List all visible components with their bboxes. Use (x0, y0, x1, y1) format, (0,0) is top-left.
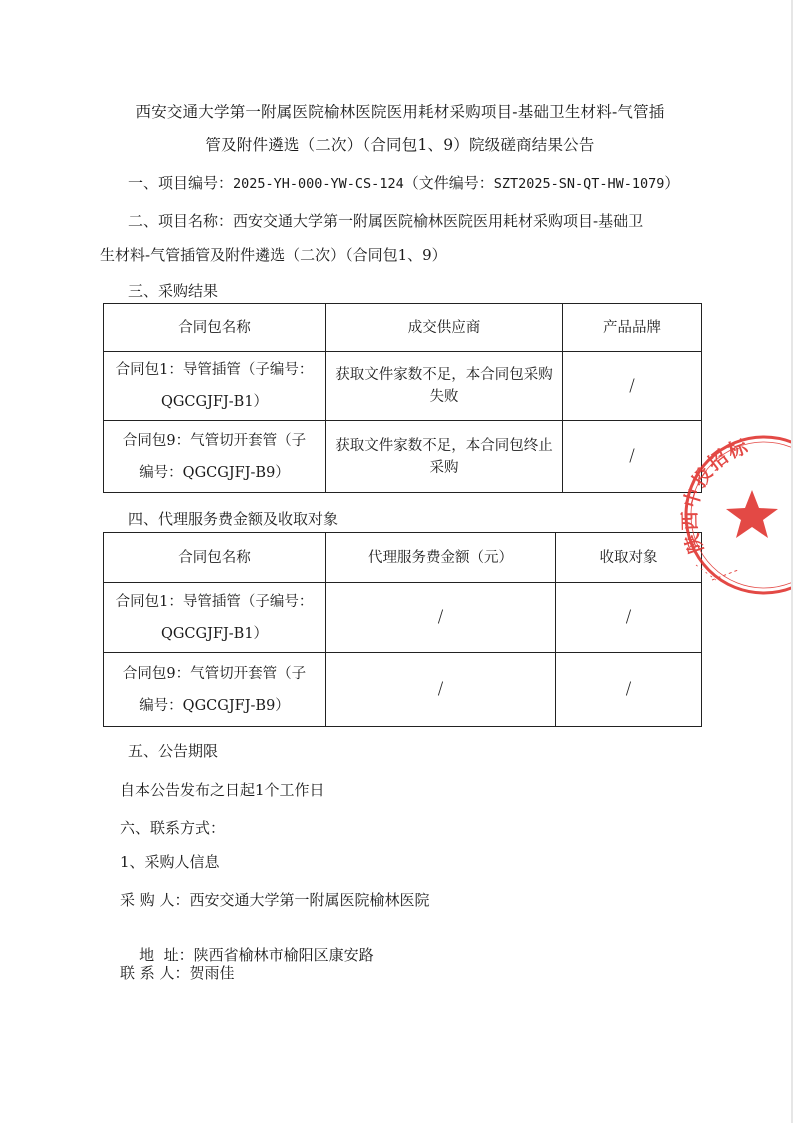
seal-star-icon (726, 490, 778, 538)
table-header-row (104, 533, 702, 583)
table-row (104, 583, 702, 653)
package-name-cell (104, 421, 326, 493)
title-line-1: 西安交通大学第一附属医院榆林医院医用耗材采购项目-基础卫生材料-气管插 (135, 103, 665, 121)
table-row (104, 352, 702, 421)
project-name-line-1: 二、项目名称：西安交通大学第一附属医院榆林医院医用耗材采购项目-基础卫 (128, 212, 644, 230)
header-supplier: 成交供应商 (326, 304, 563, 352)
package-name-line-2: QGCGJFJ-B1） (160, 625, 269, 642)
brand-value: / (629, 375, 635, 396)
project-number-label: 一、项目编号： (128, 174, 234, 192)
procurement-result-table (103, 303, 702, 493)
package-name-cell (104, 352, 326, 421)
address-value: 陕西省榆林市榆阳区康安路 (193, 946, 374, 964)
file-number-close: ） (664, 174, 680, 192)
contact-person-line (120, 962, 235, 983)
agency-fee-cell (326, 583, 556, 653)
purchaser-info-heading: 1、采购人信息 (120, 853, 220, 871)
table-row (104, 421, 702, 493)
project-number: 2025-YH-000-YW-CS-124 (233, 176, 404, 192)
header-package-name: 合同包名称 (104, 304, 326, 352)
package-name-line-1: 合同包1：导管插管（子编号： (115, 362, 314, 378)
header-package-name: 合同包名称 (104, 533, 326, 583)
collection-target-value: / (625, 679, 632, 699)
agency-fee-value: / (437, 607, 444, 627)
package-name-line-2: QGCGJFJ-B1） (160, 394, 269, 410)
file-number-label: （文件编号： (403, 174, 494, 192)
agency-fee-cell (326, 653, 556, 727)
notice-period-text: 自本公告发布之日起1个工作日 (120, 781, 325, 799)
notice-period-heading: 五、公告期限 (128, 742, 219, 760)
package-name-line-2: 编号：QGCGJFJ-B9） (139, 464, 290, 481)
file-number: SZT2025-SN-QT-HW-1079 (493, 176, 665, 192)
project-name-line-2: 生材料-气管插管及附件遴选（二次）（合同包1、9） (100, 246, 447, 264)
contact-person-value: 贺雨佳 (189, 964, 235, 982)
purchaser-label: 采 购 人： (120, 891, 190, 909)
header-agency-fee: 代理服务费金额（元） (326, 533, 556, 583)
collection-target-cell (556, 653, 702, 727)
package-name-cell (104, 653, 326, 727)
header-brand: 产品品牌 (563, 304, 702, 352)
supplier-cell: 获取文件家数不足，本合同包采购失败 (326, 352, 563, 421)
header-collection-target: 收取对象 (556, 533, 702, 583)
table-header-row (104, 304, 702, 352)
collection-target-value: / (625, 607, 632, 627)
package-name-line-1: 合同包1：导管插管（子编号： (115, 593, 314, 610)
brand-cell (563, 352, 702, 421)
address-label: 地 址： (139, 946, 194, 964)
title-line-2: 管及附件遴选（二次）（合同包1、9）院级磋商结果公告 (205, 136, 595, 154)
agency-fee-heading: 四、代理服务费金额及收取对象 (128, 510, 339, 528)
contact-heading: 六、联系方式： (120, 819, 226, 837)
seal-text: 陕西中投招标 (679, 435, 753, 556)
supplier-cell: 获取文件家数不足，本合同包终止采购 (326, 421, 563, 493)
official-seal-stamp (676, 430, 793, 600)
contact-person-label: 联 系 人： (120, 964, 190, 982)
package-name-line-2: 编号：QGCGJFJ-B9） (139, 697, 290, 714)
document-title (100, 96, 700, 162)
agency-fee-table (103, 532, 702, 727)
package-name-line-1: 合同包9：气管切开套管（子 (122, 665, 307, 682)
purchaser-value: 西安交通大学第一附属医院榆林医院 (189, 891, 430, 909)
procurement-result-heading: 三、采购结果 (128, 282, 219, 300)
table-row (104, 653, 702, 727)
project-number-line (128, 172, 679, 193)
brand-value: / (629, 446, 635, 466)
agency-fee-value: / (437, 679, 444, 699)
purchaser-line (120, 889, 430, 910)
package-name-line-1: 合同包9：气管切开套管（子 (122, 432, 307, 449)
package-name-cell (104, 583, 326, 653)
